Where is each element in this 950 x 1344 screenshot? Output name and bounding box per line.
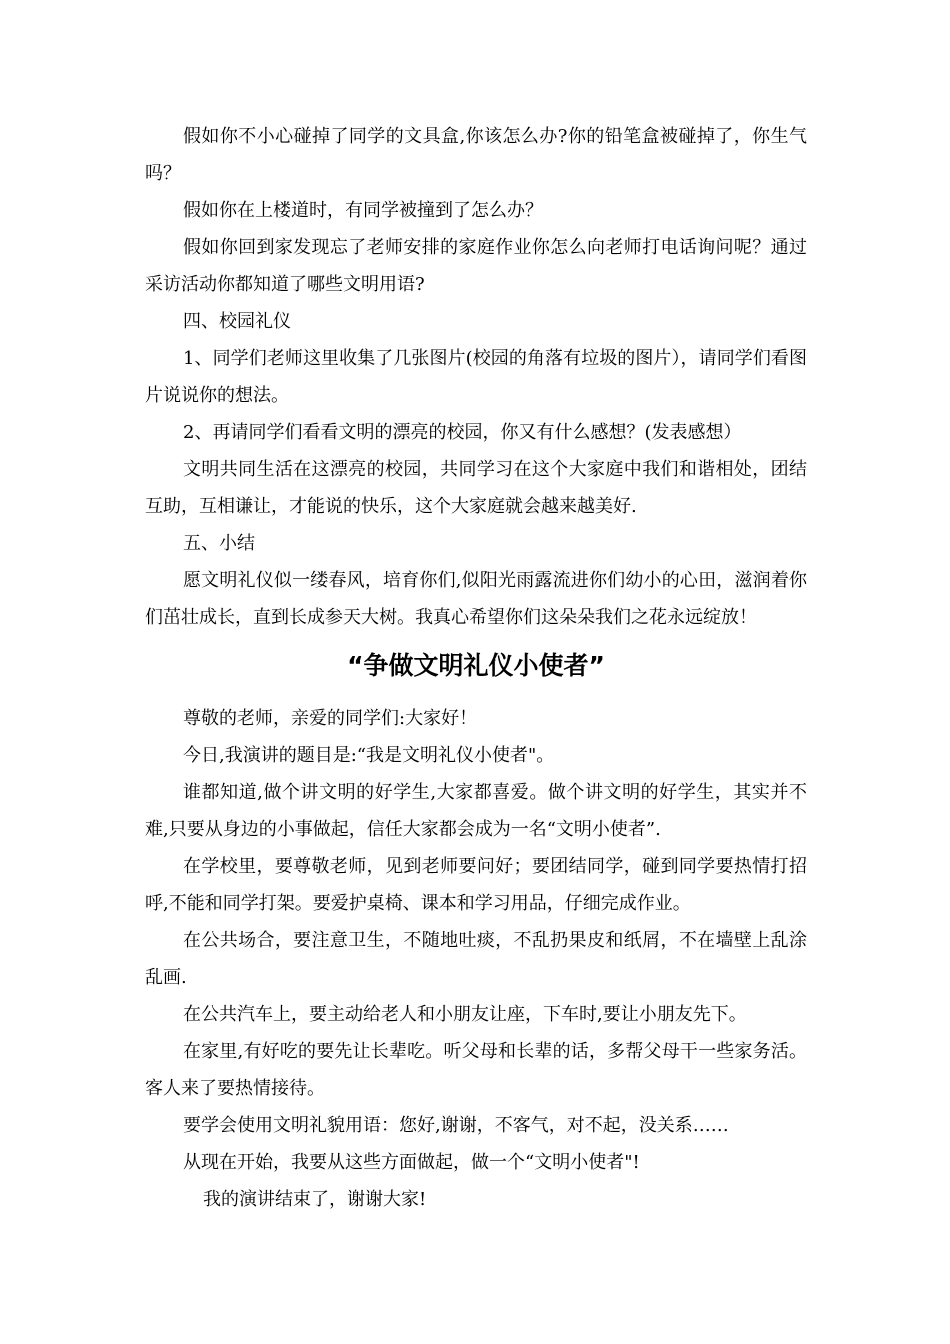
speech-paragraph-bus: 在公共汽车上，要主动给老人和小朋友让座，下车时,要让小朋友先下。 [183,1004,747,1025]
paragraph-stairway-bump: 假如你在上楼道时，有同学被撞到了怎么办？ [183,200,543,221]
document-content [145,118,807,1218]
speech-paragraph-good-student: 谁都知道,做个讲文明的好学生,大家都喜爱。做个讲文明的好学生，其实并不难,只要从身边的小事做起，信任大家都会成为一名“文明小使者”. [145,782,807,840]
speech-paragraph-polite-words: 要学会使用文明礼貌用语：您好,谢谢，不客气，对不起，没关系…… [183,1115,729,1136]
speech-paragraph-public-places: 在公共场合，要注意卫生，不随地吐痰，不乱扔果皮和纸屑，不在墙壁上乱涂乱画. [145,930,807,988]
paragraph-forgot-homework: 假如你回到家发现忘了老师安排的家庭作业你怎么向老师打电话询问呢？通过采访活动你都知道了哪些文明用语? [145,237,807,295]
section-heading-summary: 五、小结 [183,533,255,554]
speech-paragraph-start-now: 从现在开始，我要从这些方面做起，做一个“文明小使者"! [183,1152,640,1173]
speech-title: “争做文明礼仪小使者” [347,651,605,680]
speech-greeting: 尊敬的老师，亲爱的同学们:大家好！ [183,708,478,729]
paragraph-summary-wish: 愿文明礼仪似一缕春风，培育你们,似阳光雨露流进你们幼小的心田，滋润着你们茁壮成长，直到长成参天大树。我真心希望你们这朵朵我们之花永远绽放！ [145,570,807,628]
paragraph-bump-classmate-pencil-box: 假如你不小心碰掉了同学的文具盒,你该怎么办?你的铅笔盒被碰掉了，你生气吗？ [145,126,807,184]
paragraph-campus-pictures: 1、同学们老师这里收集了几张图片(校园的角落有垃圾的图片），请同学们看图片说说你的想法。 [145,348,807,406]
speech-topic: 今日,我演讲的题目是:“我是文明礼仪小使者"。 [183,745,555,766]
speech-paragraph-at-school: 在学校里，要尊敬老师，见到老师要问好；要团结同学，碰到同学要热情打招呼,不能和同学打架。要爱护桌椅、课本和学习用品，仔细完成作业。 [145,856,807,914]
speech-closing: 我的演讲结束了，谢谢大家! [203,1189,427,1210]
section-heading-campus-etiquette: 四、校园礼仪 [183,311,291,332]
paragraph-live-together: 文明共同生活在这漂亮的校园，共同学习在这个大家庭中我们和谐相处，团结互助，互相谦让，才能说的快乐，这个大家庭就会越来越美好. [145,459,807,517]
speech-paragraph-at-home: 在家里,有好吃的要先让长辈吃。听父母和长辈的话，多帮父母干一些家务活。客人来了要热情接待。 [145,1041,807,1099]
paragraph-beautiful-campus: 2、再请同学们看看文明的漂亮的校园，你又有什么感想？(发表感想） [183,422,742,443]
